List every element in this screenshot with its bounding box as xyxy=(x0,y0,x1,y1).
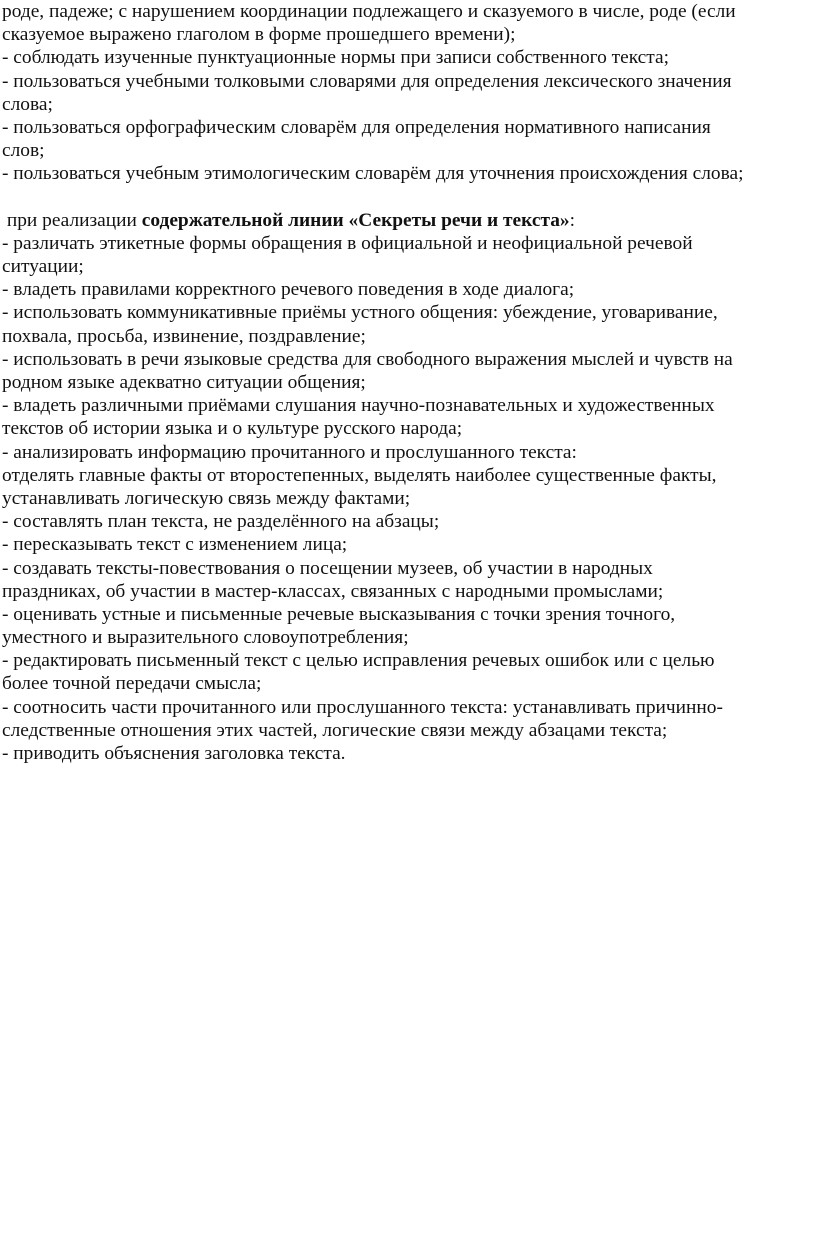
section-heading-prefix: при реализации xyxy=(2,209,142,231)
text-line: - оценивать устные и письменные речевые высказывания с точки зрения точного, xyxy=(2,603,676,625)
text-line: - соотносить части прочитанного или прослушанного текста: устанавливать причинно- xyxy=(2,696,723,718)
text-line: слова; xyxy=(2,93,53,115)
text-line: - пользоваться орфографическим словарём для определения нормативного написания xyxy=(2,116,711,138)
text-block-rules xyxy=(2,0,810,186)
text-line: - использовать коммуникативные приёмы устного общения: убеждение, уговаривание, xyxy=(2,302,718,324)
text-line: - приводить объяснения заголовка текста. xyxy=(2,743,346,764)
text-line: следственные отношения этих частей, логические связи между абзацами текста; xyxy=(2,719,668,741)
text-line: - соблюдать изученные пунктуационные нормы при записи собственного текста; xyxy=(2,47,669,69)
text-line: устанавливать логическую связь между фактами; xyxy=(2,487,411,509)
text-line: - редактировать письменный текст с целью исправления речевых ошибок или с целью xyxy=(2,650,715,672)
text-line: - пересказывать текст с изменением лица; xyxy=(2,534,348,556)
text-line: отделять главные факты от второстепенных, выделять наиболее существенные факты, xyxy=(2,464,717,486)
text-line: - анализировать информацию прочитанного и прослушанного текста: xyxy=(2,441,577,463)
text-line: роде, падеже; с нарушением координации подлежащего и сказуемого в числе, роде (если xyxy=(2,1,736,22)
text-block-speech-secrets xyxy=(2,232,810,765)
text-line: - пользоваться учебным этимологическим словарём для уточнения происхождения слова; xyxy=(2,163,744,185)
paragraph-gap xyxy=(2,186,810,209)
text-line: - владеть различными приёмами слушания научно-познавательных и художественных xyxy=(2,395,715,417)
text-line: родном языке адекватно ситуации общения; xyxy=(2,372,366,393)
text-line: праздниках, об участии в мастер-классах, связанных с народными промыслами; xyxy=(2,580,664,602)
text-line: слов; xyxy=(2,140,45,162)
text-line: - различать этикетные формы обращения в официальной и неофициальной речевой xyxy=(2,232,693,254)
section-heading xyxy=(2,209,810,232)
section-heading-suffix: : xyxy=(569,209,575,231)
text-line: - владеть правилами корректного речевого поведения в ходе диалога; xyxy=(2,279,575,301)
text-line: ситуации; xyxy=(2,256,84,278)
text-line: - использовать в речи языковые средства для свободного выражения мыслей и чувств на xyxy=(2,348,733,370)
text-line: сказуемое выражено глаголом в форме прошедшего времени); xyxy=(2,24,516,46)
text-line: - пользоваться учебными толковыми словарями для определения лексического значения xyxy=(2,70,732,92)
text-line: более точной передачи смысла; xyxy=(2,673,262,695)
section-heading-title: содержательной линии «Секреты речи и текста» xyxy=(141,209,570,231)
text-line: - составлять план текста, не разделённого на абзацы; xyxy=(2,511,440,533)
text-line: похвала, просьба, извинение, поздравление; xyxy=(2,325,366,347)
text-line: уместного и выразительного словоупотребления; xyxy=(2,627,409,649)
text-line: - создавать тексты-повествования о посещении музеев, об участии в народных xyxy=(2,557,653,579)
text-line: текстов об истории языка и о культуре русского народа; xyxy=(2,418,463,440)
